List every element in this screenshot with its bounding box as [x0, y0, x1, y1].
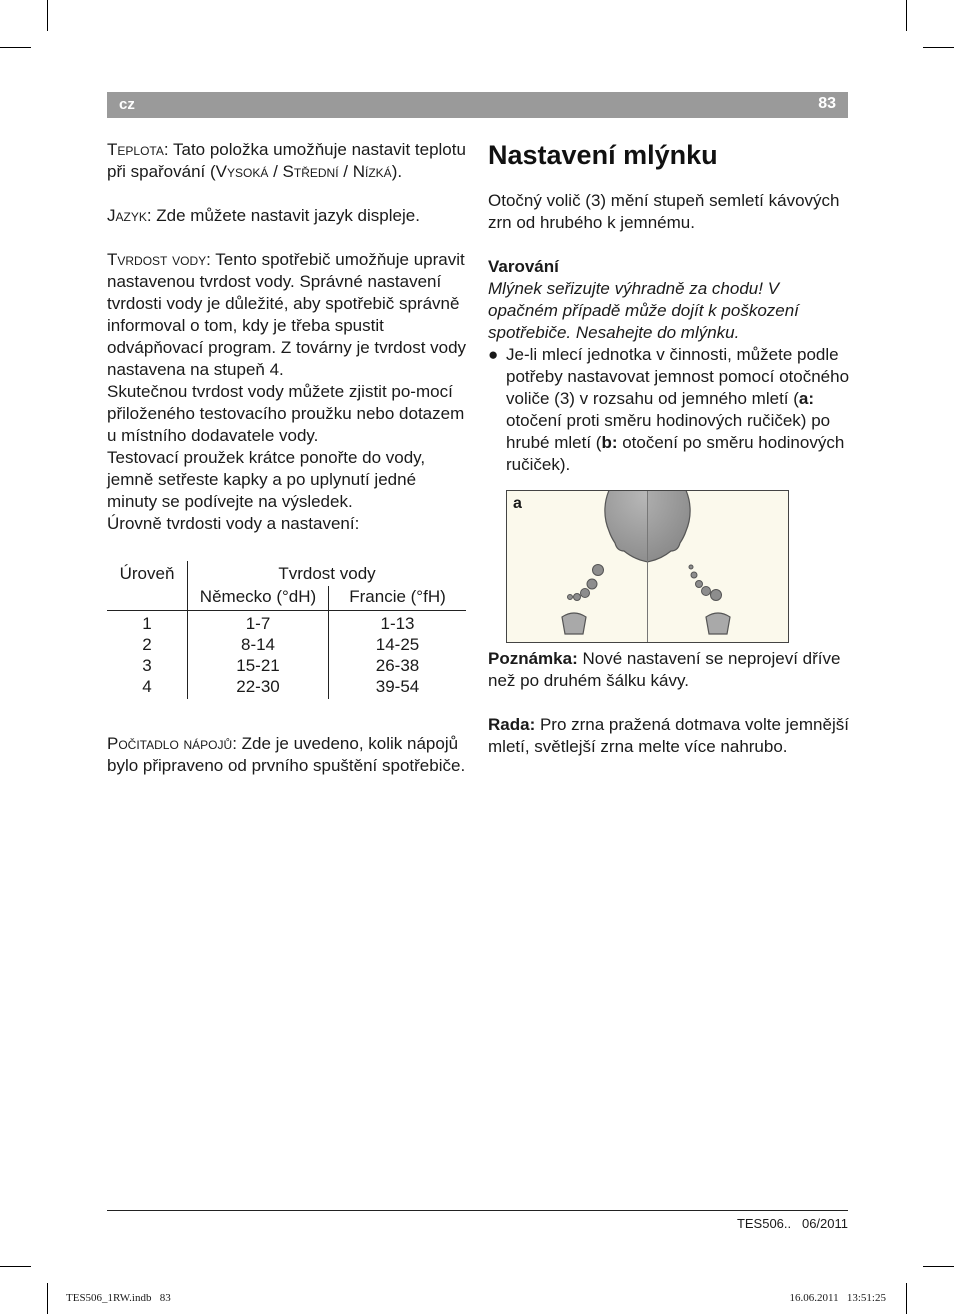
warning-heading: Varování: [488, 257, 559, 276]
table-row: 3 15-21 26-38: [107, 655, 466, 676]
crop-mark: [923, 1266, 954, 1267]
temperature-paragraph: Teplota: Tato položka umožňuje nastavit teplotu při spařování (Vysoká / Střední / Nízká).: [107, 140, 466, 181]
right-column: [488, 139, 850, 476]
page-header-bar: [107, 92, 848, 118]
table-row: 1 1-7 1-13: [107, 611, 466, 635]
option-medium: Střední: [282, 162, 339, 181]
bullet-icon: ●: [488, 345, 499, 364]
term-drink-counter: Počitadlo nápojů: [107, 734, 233, 753]
drink-counter-paragraph: Počitadlo nápojů: Zde je uvedeno, kolik nápojů bylo připraveno od prvního spuštění spotřebiče.: [107, 734, 466, 775]
option-low: Nízká: [352, 162, 392, 181]
footer-model: TES506.. 06/2011: [736, 1216, 848, 1231]
language-code: cz: [119, 96, 135, 113]
figure-label-a: a: [513, 495, 522, 512]
figure-panel-a: [507, 491, 648, 642]
water-hardness-paragraph: Tvrdost vody: Tento spotřebič umožňuje upravit nastavenou tvrdost vody. Správné nastavení tvrdosti vody je důležité, aby spotřebič správně informoval o tom, kdy je třeba spustit odvápňovací program. Z továrny je tvrdost vody nastavena na stupeň 4.: [107, 250, 467, 379]
table-row: 2 8-14 14-25: [107, 634, 466, 655]
note-label: Poznámka:: [488, 649, 578, 668]
option-high: Vysoká: [215, 162, 269, 181]
crop-mark: [906, 1283, 907, 1314]
crop-mark: [47, 1283, 48, 1314]
header-france: Francie (°fH): [329, 586, 467, 611]
test-strip-paragraph: Skutečnou tvrdost vody můžete zjistit po-mocí přiloženého testovacího proužku nebo dotazem u místního dodavatele vody.: [107, 382, 465, 445]
grinder-knob-figure: [506, 490, 789, 643]
term-language: Jazyk: [107, 206, 147, 225]
header-level: Úroveň: [107, 561, 188, 586]
section-title: Nastavení mlýnku: [488, 140, 718, 170]
tip-label: Rada:: [488, 715, 536, 734]
language-paragraph: Jazyk: Zde můžete nastavit jazyk displeje.: [107, 206, 420, 225]
tip-paragraph: Rada: Pro zrna pražená dotmava volte jemnější mletí, světlejší zrna melte více nahrubo.: [488, 715, 849, 756]
grinder-intro: Otočný volič (3) mění stupeň semletí kávových zrn od hrubého k jemnému.: [488, 191, 840, 232]
crop-mark: [0, 1266, 31, 1267]
footer-divider: [107, 1210, 848, 1211]
term-temperature: Teplota: [107, 140, 164, 159]
crop-mark: [47, 0, 48, 31]
knob-coarse-icon: [648, 491, 788, 642]
knob-fine-icon: [507, 491, 647, 642]
print-mark-file: TES506_1RW.indb 83: [66, 1292, 171, 1304]
list-item: ● Je-li mlecí jednotka v činnosti, můžete podle potřeby nastavovat jemnost pomocí otočného voliče (3) v rozsahu od jemného mletí (a: otočení proti směru hodinových ručiček) po hrubé mletí (b: otočení po směru hodinových ručiček).: [488, 345, 850, 474]
crop-mark: [906, 0, 907, 31]
warning-text: Mlýnek seřizujte výhradně za chodu! V opačném případě může dojít k poškození spotřebiče. Nesahejte do mlýnku.: [488, 279, 799, 342]
hardness-levels-intro: Úrovně tvrdosti vody a nastavení:: [107, 514, 360, 533]
crop-mark: [923, 47, 954, 48]
test-instructions-paragraph: Testovací proužek krátce ponořte do vody, jemně setřeste kapky a po uplynutí jedné minuty se podívejte na výsledek.: [107, 448, 426, 511]
note-paragraph: Poznámka: Nové nastavení se neprojeví dříve než po druhém šálku kávy.: [488, 649, 841, 690]
print-mark-date: 16.06.2011 13:51:25: [789, 1292, 886, 1304]
header-hardness: Tvrdost vody: [278, 564, 376, 583]
term-water-hardness: Tvrdost vody: [107, 250, 207, 269]
water-hardness-table: [107, 561, 466, 699]
page-number: 83: [818, 95, 836, 112]
header-germany: Německo (°dH): [188, 586, 329, 611]
crop-mark: [0, 47, 31, 48]
left-column: [107, 139, 467, 777]
notes-block: [488, 648, 850, 758]
figure-panel-b: [648, 491, 788, 642]
table-row: 4 22-30 39-54: [107, 676, 466, 699]
